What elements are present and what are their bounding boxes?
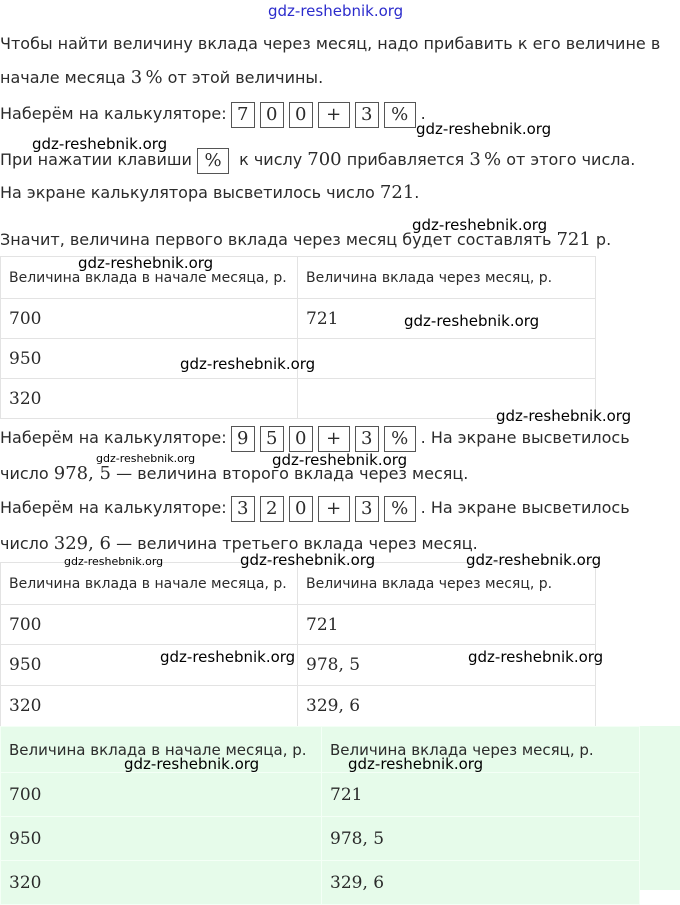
calc-key-percent: % bbox=[197, 148, 229, 174]
table-cell: 950 bbox=[1, 339, 298, 379]
table-row bbox=[1, 817, 640, 861]
calc-key-digit: 3 bbox=[355, 102, 379, 128]
calc-key-percent: % bbox=[384, 496, 416, 522]
third-deposit-result-post: — величина третьего вклада через месяц. bbox=[111, 534, 478, 553]
watermark: gdz-reshebnik.org bbox=[496, 407, 632, 425]
watermark-top: gdz-reshebnik.org bbox=[268, 2, 404, 20]
intro-text-1: Чтобы найти величину вклада через месяц, надо прибавить к его величине в bbox=[0, 34, 661, 53]
watermark: gdz-reshebnik.org bbox=[32, 135, 168, 153]
table-cell: 721 bbox=[322, 773, 640, 817]
intro-text-2b: от этой величины. bbox=[162, 68, 324, 87]
calc-key-percent: % bbox=[384, 102, 416, 128]
number-721: 721 bbox=[379, 182, 415, 203]
table-header-cell: Величина вклада в начале месяца, р. bbox=[1, 563, 298, 605]
calc-key-digit: 7 bbox=[231, 102, 255, 128]
table-cell: 700 bbox=[1, 299, 298, 339]
deposit-table-2 bbox=[0, 562, 596, 727]
watermark: gdz-reshebnik.org bbox=[348, 755, 484, 773]
watermark: gdz-reshebnik.org bbox=[416, 120, 552, 138]
percent-key-explain-mid2: прибавляется bbox=[341, 150, 470, 169]
watermark: gdz-reshebnik.org bbox=[272, 451, 408, 469]
watermark: gdz-reshebnik.org bbox=[466, 551, 602, 569]
calc-entry-2-label: Наберём на калькуляторе: bbox=[0, 428, 227, 447]
table-header-cell: Величина вклада через месяц, р. bbox=[298, 257, 596, 299]
first-deposit-result-post: р. bbox=[590, 230, 612, 249]
table-cell: 978, 5 bbox=[322, 817, 640, 861]
calc-key-digit: 0 bbox=[260, 102, 284, 128]
calc-key-digit: 3 bbox=[355, 496, 379, 522]
watermark: gdz-reshebnik.org bbox=[412, 216, 548, 234]
calc-entry-2-after: . На экране высветилось bbox=[420, 428, 630, 447]
table-cell bbox=[298, 339, 596, 379]
table-cell: 329, 6 bbox=[298, 686, 596, 727]
table-row bbox=[1, 773, 640, 817]
watermark: gdz-reshebnik.org bbox=[64, 555, 164, 568]
second-deposit-result-pre: число bbox=[0, 464, 54, 483]
watermark: gdz-reshebnik.org bbox=[180, 355, 316, 373]
number-978-5: 978, 5 bbox=[53, 463, 112, 484]
calc-keys-3 bbox=[231, 495, 421, 523]
calc-key-digit: 0 bbox=[289, 426, 313, 452]
calc-key-percent: % bbox=[384, 426, 416, 452]
calc-entry-1-label: Наберём на калькуляторе: bbox=[0, 104, 227, 123]
calc-entry-3 bbox=[0, 494, 630, 523]
watermark: gdz-reshebnik.org bbox=[404, 312, 540, 330]
table-cell: 700 bbox=[1, 605, 298, 645]
screen-result-1 bbox=[0, 181, 419, 205]
table-row bbox=[1, 686, 596, 727]
table-cell: 320 bbox=[1, 861, 322, 905]
percent-value: 3 bbox=[469, 149, 481, 170]
calc-entry-2 bbox=[0, 424, 630, 453]
table-cell: 978, 5 bbox=[298, 645, 596, 686]
answer-table bbox=[0, 726, 640, 905]
deposit-table-1 bbox=[0, 256, 596, 419]
table-cell: 320 bbox=[1, 686, 298, 727]
percent-key-explain-mid: к числу bbox=[234, 150, 308, 169]
calc-key-digit: 0 bbox=[289, 496, 313, 522]
watermark: gdz-reshebnik.org bbox=[96, 452, 196, 465]
percent-sign: % bbox=[145, 67, 163, 88]
percent-key-explain-post: от этого числа. bbox=[501, 150, 636, 169]
table-header-row bbox=[1, 727, 640, 773]
percent-value: 3 bbox=[130, 67, 143, 88]
calc-entry-3-after: . На экране высветилось bbox=[420, 498, 630, 517]
table-header-cell: Величина вклада в начале месяца, р. bbox=[1, 257, 298, 299]
calc-keys-2 bbox=[231, 425, 421, 453]
table-cell: 721 bbox=[298, 605, 596, 645]
table-cell: 950 bbox=[1, 645, 298, 686]
table-cell: 700 bbox=[1, 773, 322, 817]
calc-entry-1 bbox=[0, 100, 426, 129]
intro-line-1 bbox=[0, 32, 660, 56]
watermark: gdz-reshebnik.org bbox=[78, 254, 214, 272]
calc-key-plus: + bbox=[318, 426, 350, 452]
percent-key-explain-pre: При нажатии клавиши bbox=[0, 150, 192, 169]
table-cell: 320 bbox=[1, 379, 298, 419]
first-deposit-result-pre: Значит, величина первого вклада через месяц будет составлять bbox=[0, 230, 557, 249]
third-deposit-result bbox=[0, 532, 478, 556]
number-721: 721 bbox=[556, 229, 591, 250]
calc-entry-3-label: Наберём на калькуляторе: bbox=[0, 498, 227, 517]
calc-key-digit: 3 bbox=[231, 496, 255, 522]
calc-key-plus: + bbox=[318, 496, 350, 522]
second-deposit-result-post: — величина второго вклада через месяц. bbox=[111, 464, 469, 483]
table-cell: 329, 6 bbox=[322, 861, 640, 905]
calc-keys-1 bbox=[231, 101, 421, 129]
table-header-cell: Величина вклада через месяц, р. bbox=[298, 563, 596, 605]
intro-text-2a: начале месяца bbox=[0, 68, 131, 87]
table-cell: 950 bbox=[1, 817, 322, 861]
calc-key-digit: 3 bbox=[355, 426, 379, 452]
calc-key-plus: + bbox=[318, 102, 350, 128]
number-329-6: 329, 6 bbox=[53, 533, 112, 554]
table-row bbox=[1, 605, 596, 645]
third-deposit-result-pre: число bbox=[0, 534, 54, 553]
table-header-cell: Величина вклада в начале месяца, р. bbox=[1, 727, 322, 773]
calc-key-digit: 0 bbox=[289, 102, 313, 128]
watermark: gdz-reshebnik.org bbox=[160, 648, 296, 666]
table-row bbox=[1, 861, 640, 905]
number-700: 700 bbox=[307, 149, 342, 170]
screen-result-1-pre: На экране калькулятора высветилось число bbox=[0, 183, 380, 202]
calc-key-digit: 9 bbox=[231, 426, 255, 452]
calc-key-digit: 5 bbox=[260, 426, 284, 452]
watermark: gdz-reshebnik.org bbox=[240, 551, 376, 569]
percent-sign: % bbox=[484, 149, 502, 170]
screen-result-1-post: . bbox=[414, 183, 420, 202]
watermark: gdz-reshebnik.org bbox=[124, 755, 260, 773]
watermark: gdz-reshebnik.org bbox=[468, 648, 604, 666]
calc-key-digit: 2 bbox=[260, 496, 284, 522]
table-header-cell: Величина вклада через месяц, р. bbox=[322, 727, 640, 773]
intro-line-2 bbox=[0, 66, 323, 90]
table-cell: 721 bbox=[298, 299, 596, 339]
calc-entry-1-after: . bbox=[420, 104, 426, 123]
